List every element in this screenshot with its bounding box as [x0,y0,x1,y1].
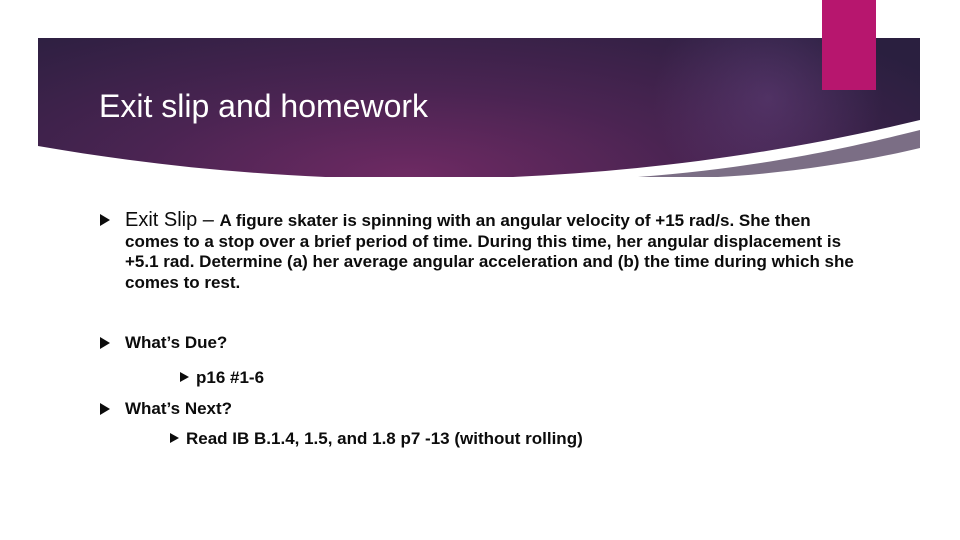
bullet-exit-slip [125,210,865,293]
bullet-exit-slip-text: A figure skater is spinning with an angular velocity of +15 rad/s. She then comes to a stop over a brief period of time. During this time, her angular displacement is +5.1 rad. Determine (a) her average angular acceleration and (b) the time during which she comes to rest. [125,211,854,292]
accent-bar [822,0,876,90]
sub-bullet-icon [180,372,189,382]
slide-title: Exit slip and homework [99,88,429,124]
bullet-icon [100,403,110,415]
bullet-icon [100,337,110,349]
sub-bullet-icon [170,433,179,443]
sub-bullet-due-item: p16 #1-6 [196,368,265,387]
bullet-whats-next: What’s Next? [125,399,233,418]
bullet-whats-due: What’s Due? [125,333,228,352]
bullet-lead: Exit Slip – [125,209,220,231]
sub-bullet-next-item: Read IB B.1.4, 1.5, and 1.8 p7 -13 (without rolling) [186,429,583,448]
bullet-icon [100,214,110,226]
